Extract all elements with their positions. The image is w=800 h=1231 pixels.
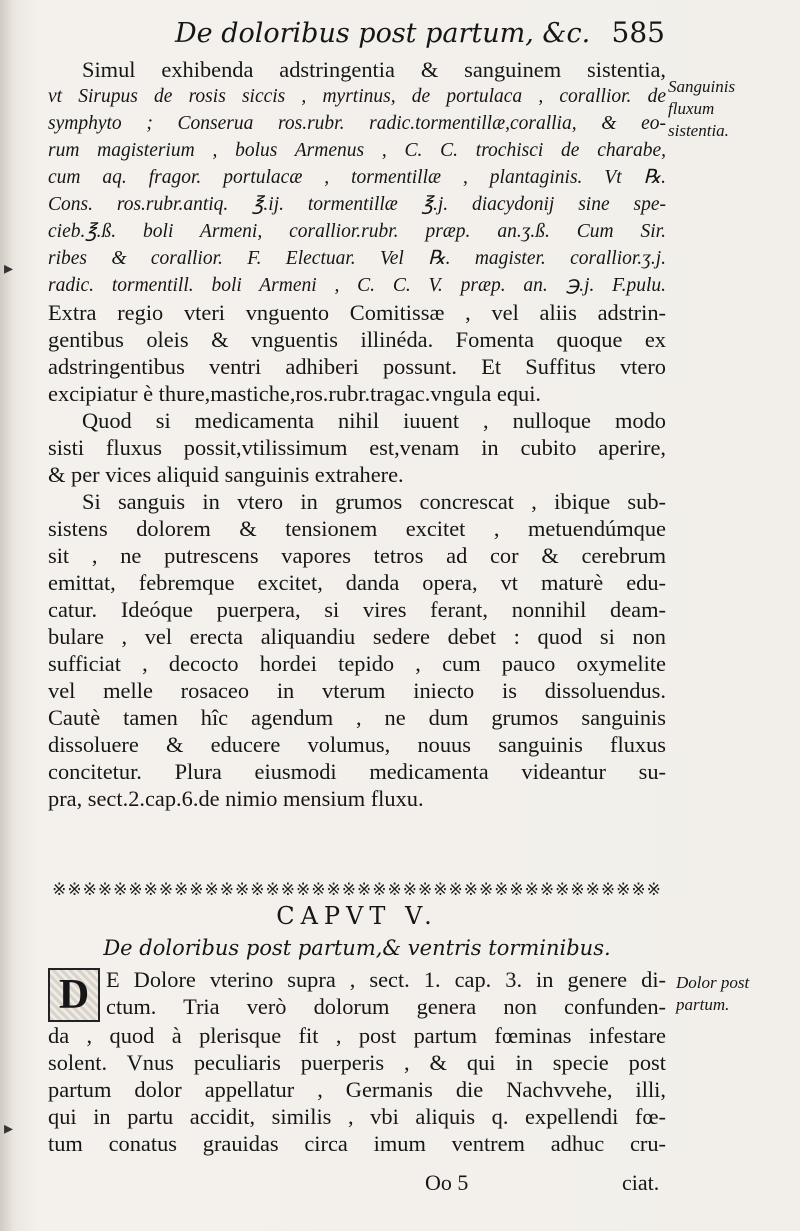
text-line: da , quod à plerisque fit , post partum fœminas infestare [48, 1023, 666, 1048]
text-line: sisti fluxus possit,vtilissimum est,venam in cubito aperire, [48, 435, 666, 460]
text-line: Extra regio vteri vnguento Comitissæ , vel aliis adstrin- [48, 300, 666, 325]
margin-note-dolor [676, 972, 749, 1016]
text-line: Simul exhibenda adstringentia & sanguinem sistentia, [82, 57, 666, 82]
margin-note-line: sistentia. [668, 121, 729, 140]
running-title: De doloribus post partum, &c. [175, 18, 591, 49]
text-line: cieb.℥.ß. boli Armeni, corallior.rubr. præp. an.ʒ.ß. Cum Sir. [48, 221, 666, 242]
main-text-block [48, 56, 666, 812]
paragraph-2 [48, 407, 666, 488]
text-line: cum aq. fragor. portulacæ , tormentillæ , plantaginis. Vt ℞. [48, 167, 666, 188]
paragraph-1 [48, 56, 666, 407]
text-line: Si sanguis in vtero in grumos concrescat , ibique sub- [82, 489, 666, 514]
text-line: adstringentibus ventri adhiberi possunt. Et Suffitus vtero [48, 354, 666, 379]
text-line: pra, sect.2.cap.6.de nimio mensium fluxu. [48, 786, 424, 811]
text-line: rum magisterium , bolus Armenus , C. C. trochisci de charabe, [48, 140, 666, 161]
text-line: & per vices aliquid sanguinis extrahere. [48, 462, 404, 487]
text-line: Cautè tamen hîc agendum , ne dum grumos sanguinis [48, 705, 666, 730]
page-number: 585 [611, 16, 665, 49]
signature-mark: Oo 5 [425, 1170, 469, 1195]
text-line: sit , ne putrescens vapores tetros ad cor & cerebrum [48, 543, 666, 568]
text-line: dissoluere & educere volumus, nouus sanguinis fluxus [48, 732, 666, 757]
paragraph-3 [48, 488, 666, 812]
margin-speck: ▸ [4, 258, 14, 279]
catchword: ciat. [622, 1170, 660, 1195]
margin-note-line: partum. [676, 995, 730, 1014]
text-line: Quod si medicamenta nihil iuuent , nulloque modo [82, 408, 666, 433]
text-line: sistens dolorem & tensionem excitet , metuendúmque [48, 516, 666, 541]
text-line: concitetur. Plura eiusmodi medicamenta videantur su- [48, 759, 666, 784]
text-line: bulare , vel erecta aliquandiu sedere debet : quod si non [48, 624, 666, 649]
text-line: symphyto ; Conserua ros.rubr. radic.tormentillæ,corallia, & eo- [48, 113, 666, 134]
text-line: solent. Vnus peculiaris puerperis , & qui in specie post [48, 1050, 666, 1075]
text-line: partum dolor appellatur , Germanis die Nachvvehe, illi, [48, 1077, 666, 1102]
text-line: ribes & corallior. F. Electuar. Vel ℞. magister. corallior.ʒ.j. [48, 248, 666, 269]
margin-note-line: fluxum [668, 99, 715, 118]
chapter-text-block [48, 966, 666, 1157]
chapter-title: CAPVT V. [276, 902, 438, 930]
margin-note-sanguinis [668, 76, 735, 142]
text-line: ctum. Tria verò dolorum genera non confunden- [106, 994, 666, 1019]
text-line: radic. tormentill. boli Armeni , C. C. V. præp. an. ℈.j. F.pulu. [48, 275, 666, 296]
text-line: catur. Ideóque puerpera, si vires ferant, nonnihil deam- [48, 597, 666, 622]
text-line: qui in partu accidit, similis , vbi aliquis q. expellendi fœ- [48, 1104, 666, 1129]
text-line: gentibus oleis & vnguentis illinéda. Fomenta quoque ex [48, 327, 666, 352]
text-line: Cons. ros.rubr.antiq. ℥.ij. tormentillæ ℥.j. diacydonij sine spe- [48, 194, 666, 215]
margin-note-line: Dolor post [676, 973, 750, 992]
running-header [175, 14, 665, 56]
ornament-divider: ※※※※※※※※※※※※※※※※※※※※※※※※※※※※※※※※※※※※※※※※ [52, 880, 662, 900]
margin-speck: ▸ [4, 1118, 14, 1139]
text-line: tum conatus grauidas circa imum ventrem adhuc cru- [48, 1131, 666, 1156]
chapter-subtitle: De doloribus post partum,& ventris torminibus. [103, 936, 611, 960]
margin-note-line: Sanguinis [668, 77, 736, 96]
decorated-initial: D [48, 968, 100, 1022]
text-line: emittat, febremque excitet, danda opera, vt maturè edu- [48, 570, 666, 595]
text-line: excipiatur è thure,mastiche,ros.rubr.tragac.vngula equi. [48, 381, 542, 406]
text-line: vel melle rosaceo in vterum iniecto is dissoluendus. [48, 678, 666, 703]
text-line: E Dolore vterino supra , sect. 1. cap. 3. in genere di- [106, 967, 666, 992]
text-line: vt Sirupus de rosis siccis , myrtinus, de portulaca , corallior. de [48, 86, 666, 107]
text-line: sufficiat , decocto hordei tepido , cum pauco oxymelite [48, 651, 666, 676]
